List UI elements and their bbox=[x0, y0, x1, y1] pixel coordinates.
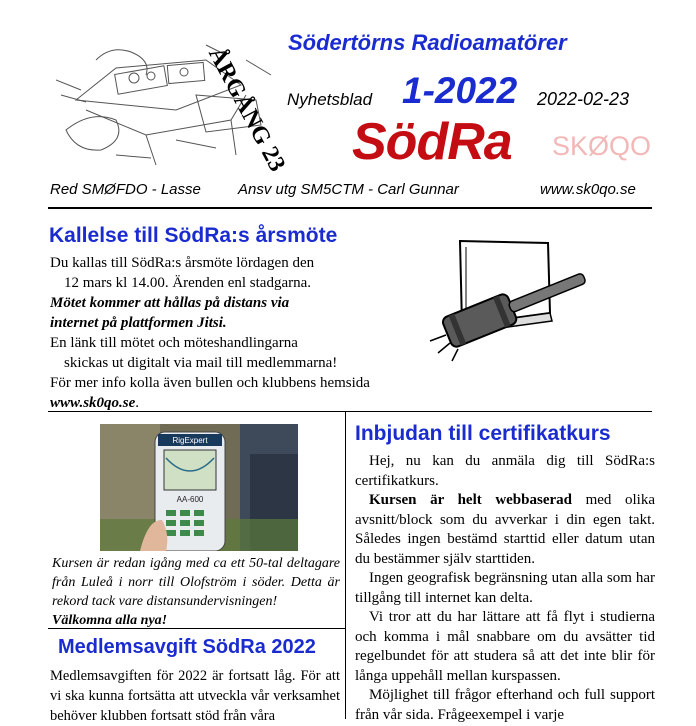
meeting-heading: Kallelse till SödRa:s årsmöte bbox=[49, 224, 338, 247]
meeting-text: Du kallas till SödRa:s årsmöte lördagen den 12 mars kl 14.00. Ärenden enl stadgarna. Mötet kommer att hållas på distans via internet på plattformen Jitsi. En länk till mötet och möteshandlingarna skickas ut digitalt via mail till medlemmarna! För mer info kolla även bullen och klubbens hemsida www.sk0qo.se. bbox=[50, 255, 370, 411]
photo-caption: Kursen är redan igång med ca ett 50-tal deltagare från Luleå i norr till Olofström i söder. Detta är rekord tack vare distansundervisningen! Välkomna alla nya! bbox=[52, 556, 340, 628]
analyzer-brand: RigExpert bbox=[172, 436, 208, 445]
analyzer-model: AA-600 bbox=[176, 495, 204, 504]
volume-label: ÅRGÅNG 23 bbox=[203, 43, 291, 176]
website-link[interactable]: www.sk0qo.se bbox=[540, 181, 636, 198]
editor-credit: Red SMØFDO - Lasse bbox=[50, 181, 201, 198]
column-divider bbox=[345, 412, 346, 719]
antenna-analyzer-photo bbox=[100, 424, 298, 551]
sodra-logo: SödRa bbox=[352, 113, 512, 171]
header-divider bbox=[48, 207, 652, 209]
newsletter-label: Nyhetsblad bbox=[287, 90, 373, 109]
course-text: Hej, nu kan du anmäla dig till SödRa:s certifikatkurs. Kursen är helt webbaserad med olika avsnitt/block som du avverkar i din egen takt. Således ingen bestämd starttid eller datum utan du bestämmer själv starttiden. Ingen geografisk begränsning utan alla som har tillgång till internet kan delta. Vi tror att du har lättare att få flyt i studierna och komma i mål snabbare om du avsätter tid regelbundet för att studera så att det inte blir för långa uppehåll mellan kurspassen. Möjlighet till frågor efterhand och full support från vår sida. Frågeexempel i varje bbox=[355, 453, 655, 723]
fee-text: Medlemsavgiften för 2022 är fortsatt låg. För att vi ska kunna fortsätta att utveckla vår verksamhet behöver klubben fortsatt stöd från våra bbox=[50, 668, 340, 724]
fee-heading: Medlemsavgift SödRa 2022 bbox=[58, 636, 316, 658]
publisher-credit: Ansv utg SM5CTM - Carl Gunnar bbox=[238, 181, 459, 198]
issue-number: 1-2022 bbox=[402, 70, 518, 111]
club-callsign: SKØQO bbox=[552, 131, 652, 161]
club-title: Södertörns Radioamatörer bbox=[288, 30, 567, 55]
gavel-icon bbox=[420, 233, 590, 373]
issue-date: 2022-02-23 bbox=[537, 89, 630, 109]
course-heading: Inbjudan till certifikatkurs bbox=[355, 422, 611, 445]
meeting-website[interactable]: www.sk0qo.se bbox=[50, 395, 136, 411]
section-divider bbox=[48, 411, 652, 412]
caption-divider bbox=[48, 628, 345, 629]
